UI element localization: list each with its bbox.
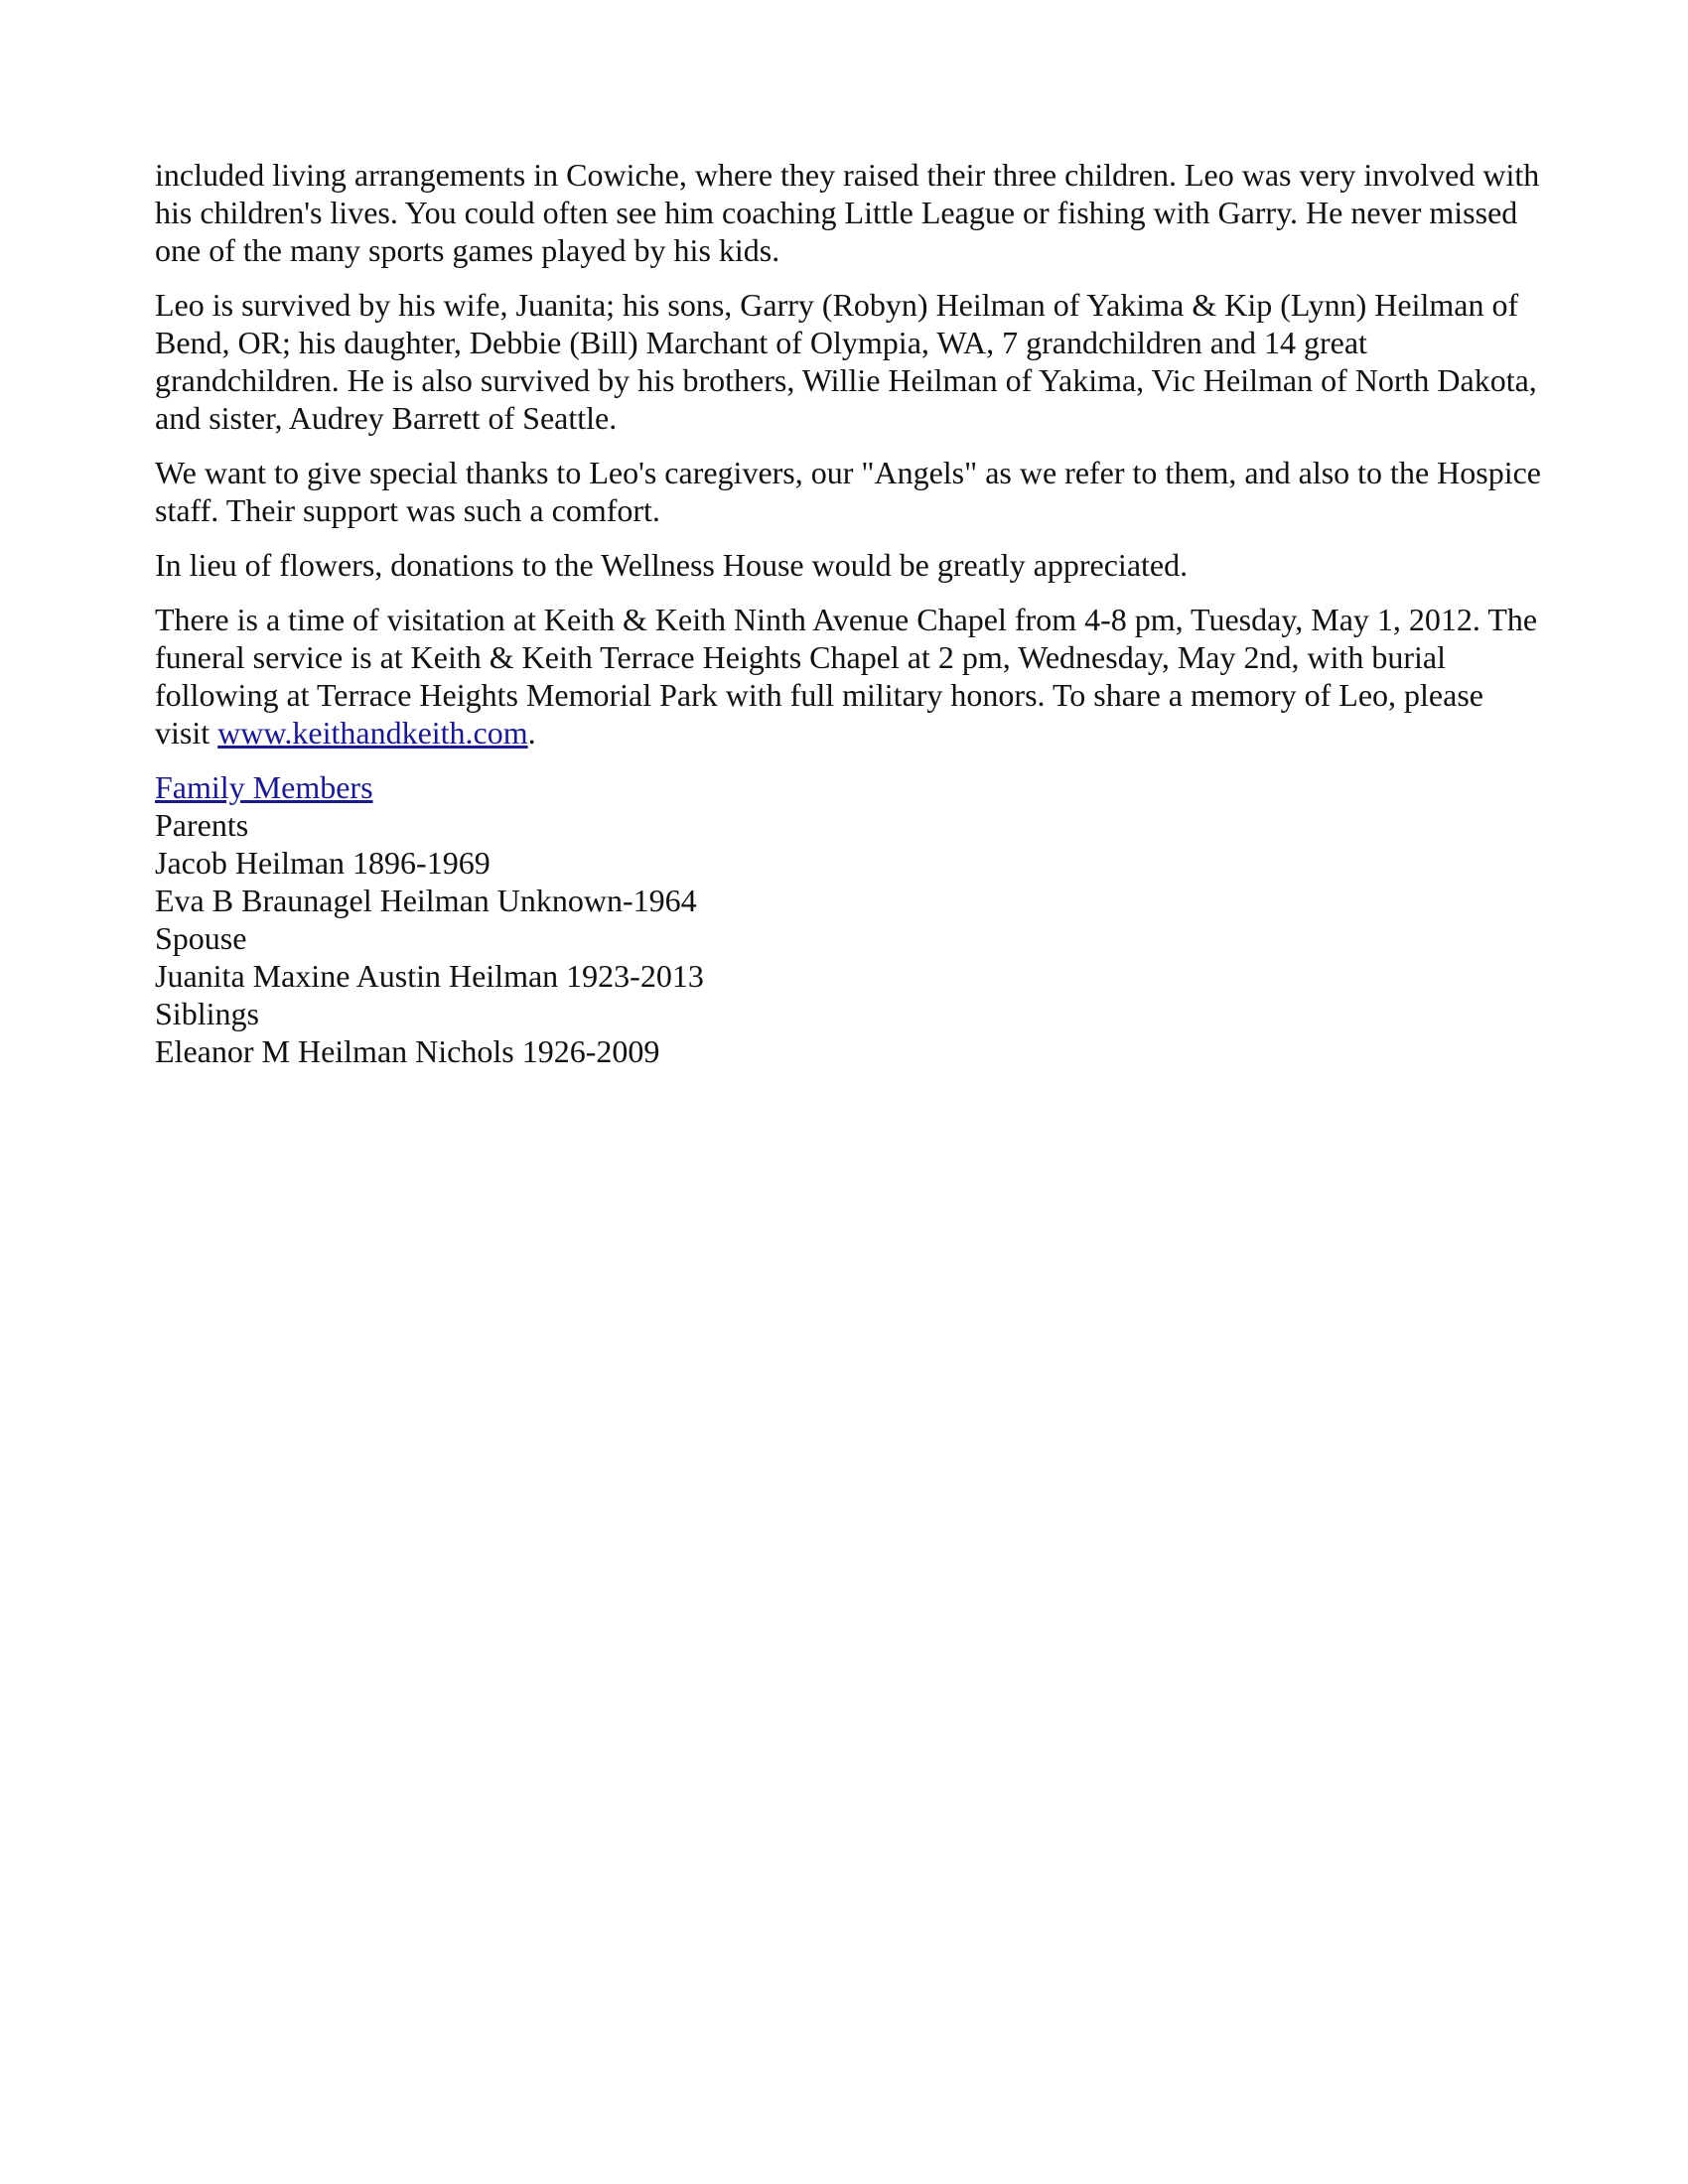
siblings-heading: Siblings bbox=[155, 996, 259, 1031]
paragraph-services bbox=[155, 601, 1545, 751]
document-page bbox=[155, 156, 1545, 1070]
parent-entry: Eva B Braunagel Heilman Unknown-1964 bbox=[155, 883, 697, 918]
services-text-end: . bbox=[527, 715, 536, 751]
paragraph-family-life: included living arrangements in Cowiche, where they raised their three children. Leo was very involved with his children's lives. You could often see him coaching Little League or fishing with Garry. He never missed one of the many sports games played by his kids. bbox=[155, 157, 1540, 268]
paragraph-thanks: We want to give special thanks to Leo's caregivers, our "Angels" as we refer to them, and also to the Hospice staff. Their support was such a comfort. bbox=[155, 455, 1541, 528]
sibling-entry: Eleanor M Heilman Nichols 1926-2009 bbox=[155, 1033, 660, 1069]
keithandkeith-link[interactable]: www.keithandkeith.com bbox=[217, 715, 528, 751]
spouse-heading: Spouse bbox=[155, 920, 247, 956]
parent-entry: Jacob Heilman 1896-1969 bbox=[155, 845, 491, 881]
spouse-entry: Juanita Maxine Austin Heilman 1923-2013 bbox=[155, 958, 704, 994]
parents-heading: Parents bbox=[155, 807, 249, 843]
services-text: There is a time of visitation at Keith & Keith Ninth Avenue Chapel from 4-8 pm, Tuesday, May 1, 2012. The funeral service is at Keith & Keith Terrace Heights Chapel at 2 pm, Wednesday, May 2nd, with burial following at Terrace Heights Memorial Park with full military honors. To share a memory of Leo, please visit bbox=[155, 602, 1538, 751]
paragraph-donations: In lieu of flowers, donations to the Wellness House would be greatly appreciated. bbox=[155, 547, 1189, 583]
family-members-link[interactable]: Family Members bbox=[155, 769, 373, 805]
paragraph-survivors: Leo is survived by his wife, Juanita; his sons, Garry (Robyn) Heilman of Yakima & Kip (Lynn) Heilman of Bend, OR; his daughter, Debbie (Bill) Marchant of Olympia, WA, 7 grandchildren and 14 great grandchildren. He is also survived by his brothers, Willie Heilman of Yakima, Vic Heilman of North Dakota, and sister, Audrey Barrett of Seattle. bbox=[155, 287, 1537, 436]
family-members-section bbox=[155, 768, 1545, 1070]
